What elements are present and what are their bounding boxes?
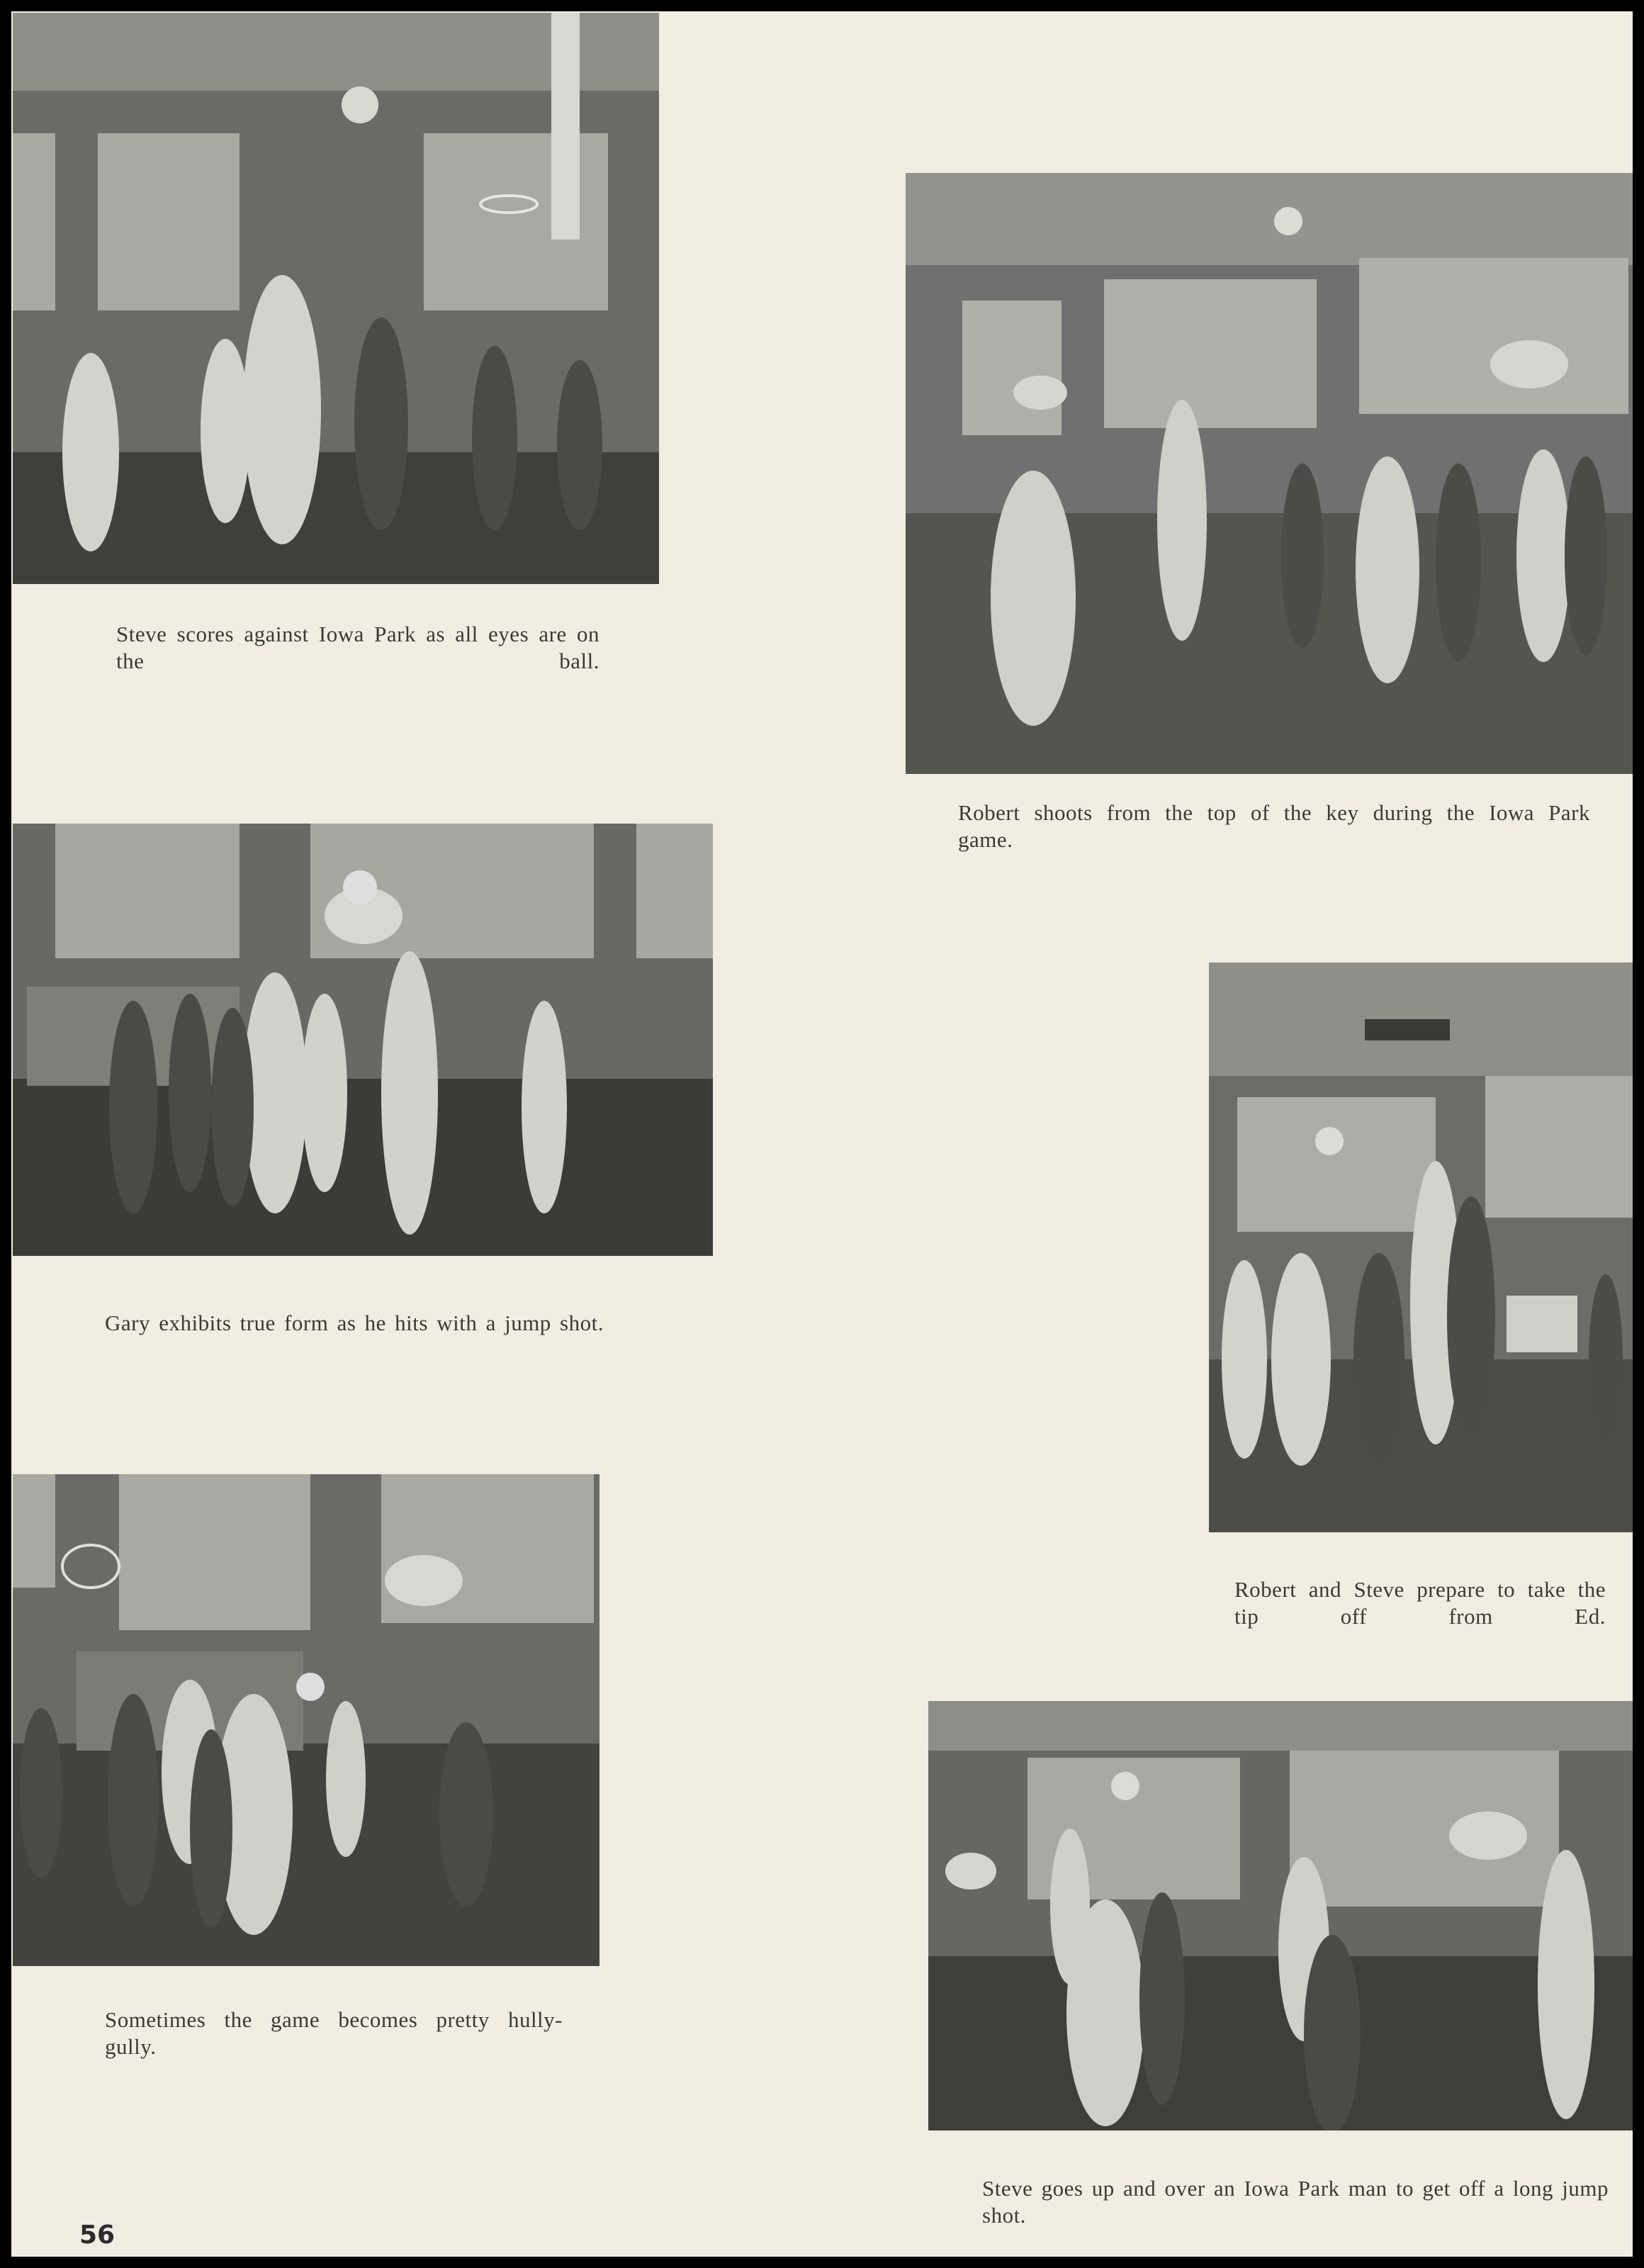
page-number: 56 xyxy=(79,2221,116,2250)
caption-photo3: Gary exhibits true form as he hits with a jump shot. xyxy=(105,1310,604,1335)
basketball-photo-long-jump-shot xyxy=(928,1701,1633,2131)
caption-photo4: Robert and Steve prepare to take the tip off from Ed. xyxy=(1234,1577,1606,1629)
caption-photo6: Steve goes up and over an Iowa Park man to get off a long jump shot. xyxy=(982,2176,1609,2228)
basketball-photo-tip-off xyxy=(1209,962,1633,1532)
caption-photo5: Sometimes the game becomes pretty hully-gully. xyxy=(105,2007,563,2059)
caption-photo1: Steve scores against Iowa Park as all eyes are on the ball. xyxy=(116,622,599,673)
basketball-photo-hully-gully xyxy=(13,1474,599,1966)
basketball-photo-gary-jump-shot xyxy=(13,824,713,1256)
yearbook-page xyxy=(11,11,1633,2257)
basketball-photo-steve-scores xyxy=(13,13,659,584)
caption-photo2: Robert shoots from the top of the key during the Iowa Park game. xyxy=(958,800,1590,852)
basketball-photo-robert-shoots xyxy=(906,173,1633,774)
